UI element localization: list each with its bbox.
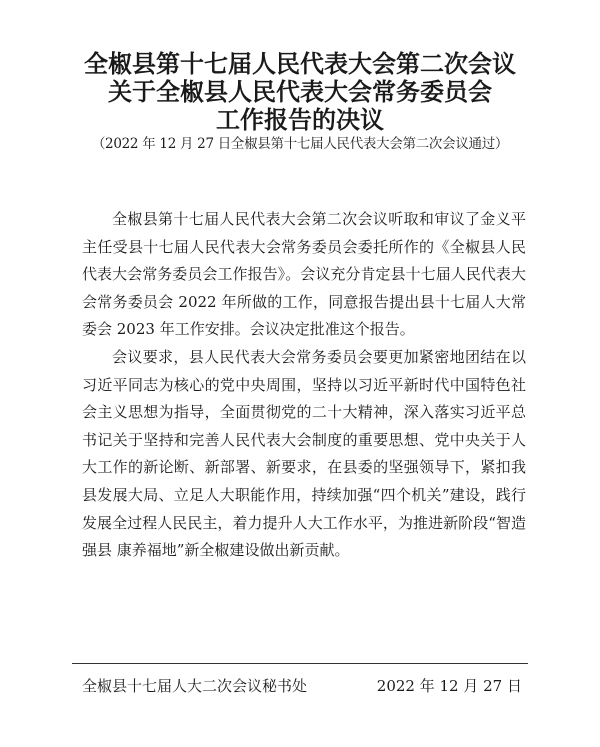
issuing-organization: 全椒县十七届人大二次会议秘书处 xyxy=(82,677,308,695)
body-paragraph-2: 会议要求，县人民代表大会常务委员会要更加紧密地团结在以习近平同志为核心的党中央周围，坚持以习近平新时代中国特色社会主义思想为指导，全面贯彻党的二十大精神，深入落实习近平总书记关于坚持和完善人民代表大会制度的重要思想、党中央关于人大工作的新论断、新部署、新要求，在县委的坚强领导下，紧扣我县发展大局、立足人大职能作用，持续加强“四个机关”建设，践行发展全过程人民民主，着力提升人大工作水平，为推进新阶段“智造强县 康养福地”新全椒建设做出新贡献。 xyxy=(82,347,526,560)
document-title-line-1: 全椒县第十七届人民代表大会第二次会议 xyxy=(84,49,516,78)
document-title-line-3: 工作报告的决议 xyxy=(216,105,384,134)
document-title-line-2: 关于全椒县人民代表大会常务委员会 xyxy=(108,77,492,106)
footer-divider xyxy=(72,663,528,664)
document-body xyxy=(82,206,526,565)
body-paragraph-1: 全椒县第十七届人民代表大会第二次会议听取和审议了金义平主任受县十七届人民代表大会常务委员会委托所作的《全椒县人民代表大会常务委员会工作报告》。会议充分肯定县十七届人民代表大会常务委员会 2022 年所做的工作，同意报告提出县十七届人大常委会 2023 年工作安排。会议决定批准这个报告。 xyxy=(82,210,526,339)
issue-date: 2022 年 12 月 27 日 xyxy=(376,677,522,695)
adoption-note: （2022 年 12 月 27 日全椒县第十七届人民代表大会第二次会议通过） xyxy=(91,136,509,152)
